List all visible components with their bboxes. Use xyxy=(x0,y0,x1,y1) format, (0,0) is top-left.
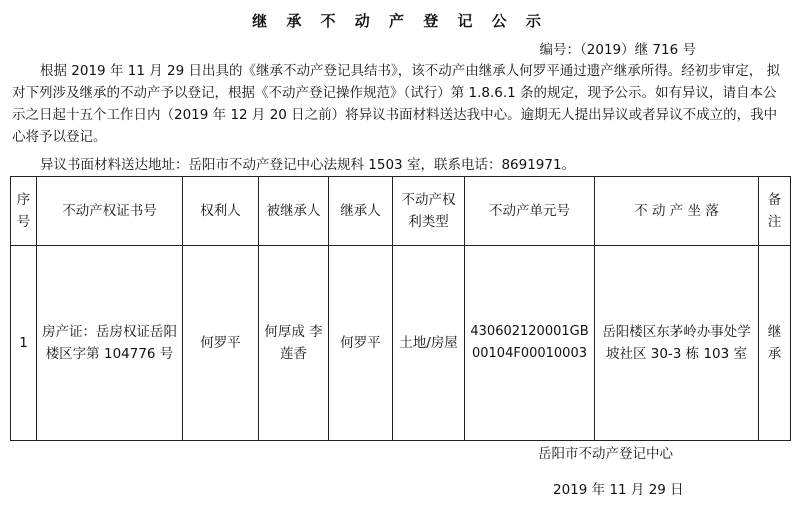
cell-decedent: 何厚成 李莲香 xyxy=(259,246,329,441)
cell-seq: 1 xyxy=(11,246,37,441)
header-location: 不 动 产 坐 落 xyxy=(595,177,759,246)
header-right-type: 不动产权利类型 xyxy=(393,177,465,246)
cell-remark: 继承 xyxy=(759,246,791,441)
notice-paragraph-address: 异议书面材料送达地址：岳阳市不动产登记中心法规科 1503 室，联系电话：8691971。 xyxy=(40,157,576,173)
registration-table xyxy=(10,176,791,441)
issuer-name: 岳阳市不动产登记中心 xyxy=(538,446,673,462)
cell-unit-no: 430602120001GB00104F00010003 xyxy=(465,246,595,441)
issue-date: 2019 年 11 月 29 日 xyxy=(553,482,684,498)
header-holder: 权利人 xyxy=(183,177,259,246)
notice-paragraph-main: 根据 2019 年 11 月 29 日出具的《继承不动产登记具结书》，该不动产由继承人何罗平通过遗产继承所得。经初步审定， 拟对下列涉及继承的不动产予以登记，根据《不动产登记操作规范》（试行）第 1.8.6.1 条的规定，现予公示。如有异议，请自本公示之日起十五个工作日内（2019 年 12 月 20 日之前）将异议书面材料送达我中心。逾期无人提出异议或者异议不成立的，我中心将予以登记。 xyxy=(12,63,781,145)
document-number: 编号：（2019）继 716 号 xyxy=(539,42,696,58)
header-unit-no: 不动产单元号 xyxy=(465,177,595,246)
cell-right-type: 土地/房屋 xyxy=(393,246,465,441)
cell-location: 岳阳楼区东茅岭办事处学坡社区 30-3 栋 103 室 xyxy=(595,246,759,441)
header-heir: 继承人 xyxy=(329,177,393,246)
notice-title: 继 承 不 动 产 登 记 公 示 xyxy=(252,12,548,30)
table-header-row xyxy=(11,177,791,246)
header-seq: 序号 xyxy=(11,177,37,246)
table-row xyxy=(11,246,791,441)
cell-heir: 何罗平 xyxy=(329,246,393,441)
header-remark: 备注 xyxy=(759,177,791,246)
header-cert-no: 不动产权证书号 xyxy=(37,177,183,246)
cell-holder: 何罗平 xyxy=(183,246,259,441)
cell-cert-no: 房产证：岳房权证岳阳楼区字第 104776 号 xyxy=(37,246,183,441)
header-decedent: 被继承人 xyxy=(259,177,329,246)
